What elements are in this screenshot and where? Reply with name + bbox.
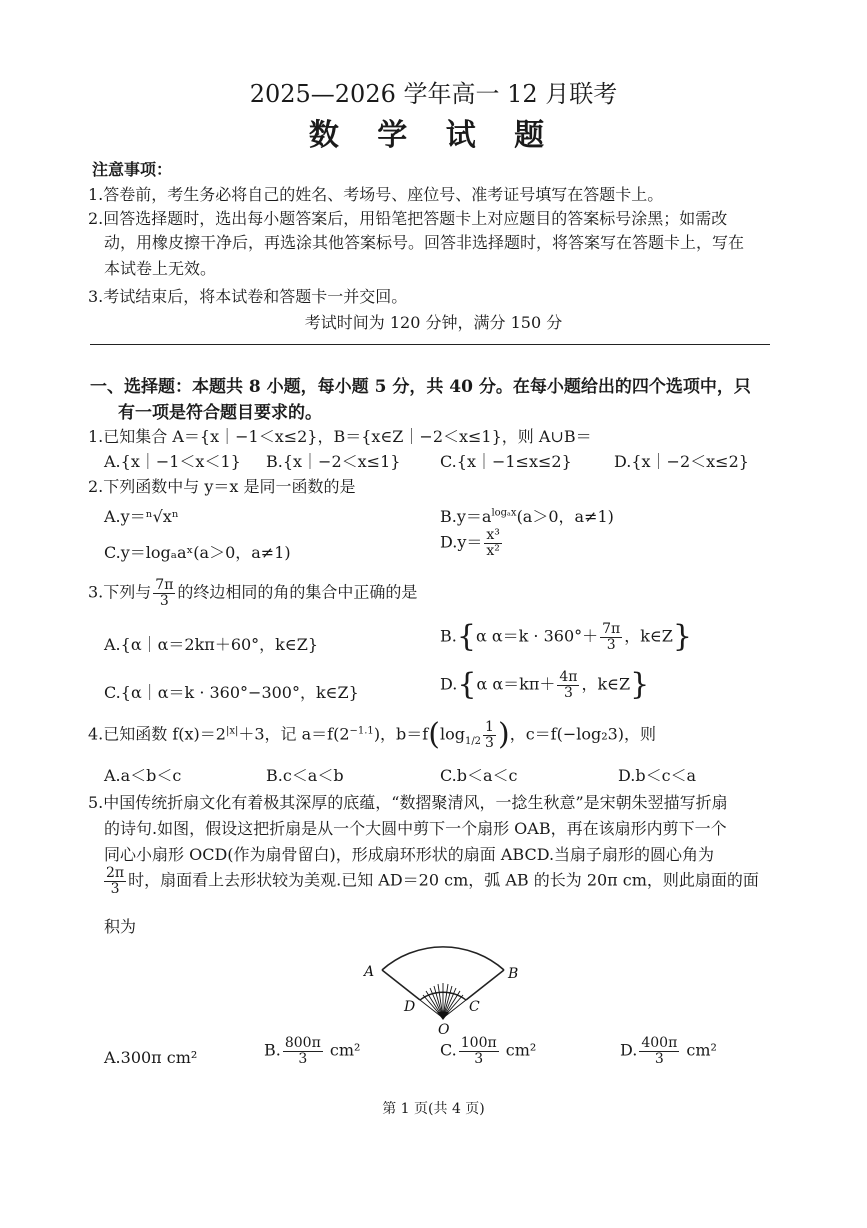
- q5-line2: 的诗句.如图，假设这把折扇是从一个大圆中剪下一个扇形 OAB，再在该扇形内剪下一个: [104, 819, 727, 838]
- q3-option-d-cond: ，k∈Z: [581, 674, 631, 694]
- note-2-line3: 本试卷上无效。: [104, 259, 217, 278]
- q5-line1: 5.中国传统折扇文化有着极其深厚的底蕴，“数摺聚清风，一捻生秋意”是宋朝朱翌描写折扇: [88, 793, 728, 812]
- q5-option-b: [264, 1036, 360, 1066]
- page-footer: 第 1 页(共 4 页): [382, 1101, 485, 1117]
- q4-stem-mid2: )，b＝f: [373, 724, 429, 744]
- q4-exp-1: |x|: [225, 725, 239, 737]
- section-1-heading-cont: 有一项是符合题目要求的。: [118, 403, 322, 423]
- exam-time: 考试时间为 120 分钟，满分 150 分: [304, 313, 563, 332]
- q2-option-d: [440, 528, 504, 558]
- q1-option-d: D.{x｜−2＜x≤2}: [614, 452, 749, 471]
- q4-stem-mid: ＋3，记 a＝f(2: [238, 724, 350, 744]
- right-brace-icon: }: [672, 619, 693, 655]
- q3-option-d-label: D.: [440, 674, 458, 694]
- q4-option-a: A.a＜b＜c: [104, 766, 182, 785]
- q2-option-a-label: A.y＝: [104, 507, 146, 526]
- fig-label-o: O: [438, 1022, 450, 1036]
- q5-option-c-label: C.: [440, 1040, 457, 1060]
- q2-option-c: C.y＝logₐaˣ(a＞0，a≠1): [104, 543, 291, 562]
- q5-line5: 积为: [104, 917, 137, 936]
- q2-option-d-den: x²: [486, 542, 500, 559]
- q5-option-d: [620, 1036, 717, 1066]
- q5-option-b-den: 3: [298, 1050, 308, 1067]
- q4-stem-post: ，c＝f(−log₂3)，则: [509, 724, 657, 744]
- folding-fan-figure: [358, 936, 528, 1036]
- q3-option-b-expr: α α＝k · 360°＋: [475, 626, 599, 646]
- q5-option-b-label: B.: [264, 1040, 281, 1060]
- q5-option-a: A.300π cm²: [104, 1048, 198, 1067]
- q3-frac-num: 7π: [155, 577, 174, 593]
- q2-option-a-root: ⁿ√xⁿ: [145, 507, 179, 526]
- exam-subject: 数 学 试 题: [308, 118, 559, 153]
- q1-option-b: B.{x｜−2＜x≤1}: [266, 452, 401, 471]
- note-2-line1: 2.回答选择题时，选出每小题答案后，用铅笔把答题卡上对应题目的答案标号涂黑；如需改: [88, 209, 728, 228]
- q1-option-a: A.{x｜−1＜x＜1}: [104, 452, 241, 471]
- q4-exp-2: −1.1: [349, 725, 374, 737]
- q3-option-d: [440, 667, 650, 703]
- note-1: 1.答卷前，考生务必将自己的姓名、考场号、座位号、准考证号填写在答题卡上。: [88, 185, 664, 204]
- left-brace-icon: {: [457, 667, 477, 703]
- notes-heading: 注意事项：: [92, 160, 173, 179]
- section-1-heading: 一、选择题：本题共 8 小题，每小题 5 分，共 40 分。在每小题给出的四个选项中，只: [90, 377, 751, 397]
- q5-angle-den: 3: [110, 880, 120, 897]
- q5-option-d-label: D.: [620, 1040, 638, 1060]
- q5-option-c-den: 3: [474, 1050, 484, 1067]
- left-paren-icon: (: [428, 717, 440, 753]
- q5-option-c-unit: cm²: [500, 1040, 537, 1060]
- q3-stem-pre: 3.下列与: [88, 582, 152, 602]
- q3-option-d-den: 3: [563, 684, 573, 701]
- q2-option-d-num: x³: [486, 527, 500, 543]
- q3-option-b-num: 7π: [602, 621, 621, 637]
- q4-option-d: D.b＜c＜a: [618, 766, 697, 785]
- q4-log-num: 1: [485, 719, 494, 735]
- q5-option-b-num: 800π: [284, 1035, 321, 1051]
- q2-stem: 2.下列函数中与 y＝x 是同一函数的是: [88, 477, 356, 496]
- note-3: 3.考试结束后，将本试卷和答题卡一并交回。: [88, 287, 408, 306]
- q1-stem: 1.已知集合 A＝{x｜−1＜x≤2}，B＝{x∈Z｜−2＜x≤1}，则 A∪B＝: [88, 427, 592, 446]
- q2-option-b-label: B.y＝a: [440, 507, 492, 526]
- q1-option-c: C.{x｜−1≤x≤2}: [440, 452, 572, 471]
- fan-outer-arc: [382, 947, 504, 970]
- q4-stem-pre: 4.已知函数 f(x)＝2: [88, 724, 226, 744]
- q2-option-d-label: D.y＝: [440, 532, 483, 552]
- q3-option-c: C.{α｜α＝k · 360°−300°，k∈Z}: [104, 683, 359, 702]
- q3-option-b-label: B.: [440, 626, 457, 646]
- q5-line3: 同心小扇形 OCD(作为扇骨留白)，形成扇环形状的扇面 ABCD.当扇子扇形的圆心角为: [104, 845, 715, 864]
- q5-line4: [102, 866, 759, 896]
- q4-log-den: 3: [485, 734, 494, 751]
- q5-option-d-unit: cm²: [681, 1040, 717, 1060]
- left-brace-icon: {: [456, 619, 476, 655]
- q4-log: log: [439, 724, 465, 744]
- q5-option-b-unit: cm²: [324, 1040, 361, 1060]
- q3-option-d-num: 4π: [559, 669, 578, 685]
- q4-option-c: C.b＜a＜c: [440, 766, 518, 785]
- q3-option-b: [440, 619, 693, 655]
- divider: [90, 344, 770, 345]
- q4-option-b: B.c＜a＜b: [266, 766, 344, 785]
- q5-option-c: [440, 1036, 536, 1066]
- fig-label-d: D: [404, 999, 416, 1015]
- fan-edge-left: [382, 970, 420, 1000]
- q4-log-base: 1/2: [464, 735, 482, 747]
- q2-option-b-exponent: logₐx: [491, 507, 517, 519]
- right-brace-icon: }: [630, 667, 650, 703]
- q3-stem-post: 的终边相同的角的集合中正确的是: [177, 582, 418, 602]
- fig-label-a: A: [364, 964, 375, 980]
- exam-title: 2025—2026 学年高一 12 月联考: [249, 80, 618, 108]
- fig-label-c: C: [469, 999, 480, 1015]
- q5-option-c-num: 100π: [460, 1035, 497, 1051]
- q3-option-b-cond: ，k∈Z: [624, 626, 673, 646]
- q3-option-a: A.{α｜α＝2kπ＋60°，k∈Z}: [104, 635, 319, 654]
- fan-pivot: [437, 1012, 449, 1020]
- q2-option-b: [440, 504, 614, 527]
- q3-stem: [88, 578, 417, 608]
- q3-option-d-expr: α α＝kπ＋: [476, 674, 556, 694]
- q3-frac-den: 3: [159, 592, 169, 609]
- q5-option-d-den: 3: [654, 1050, 664, 1067]
- q5-angle-num: 2π: [106, 865, 125, 881]
- q3-option-b-den: 3: [606, 636, 616, 653]
- q4-stem: [88, 717, 657, 753]
- q5-line4-text: 时，扇面看上去形状较为美观.已知 AD＝20 cm，弧 AB 的长为 20π cm，则此扇面的面: [128, 870, 759, 890]
- q2-option-b-cond: (a＞0，a≠1): [516, 507, 614, 526]
- q2-option-a: [104, 504, 179, 527]
- fig-label-b: B: [508, 966, 519, 982]
- right-paren-icon: ): [497, 717, 510, 753]
- q5-option-d-num: 400π: [641, 1035, 678, 1051]
- fan-edge-right: [466, 970, 504, 1000]
- note-2-line2: 动，用橡皮擦干净后，再选涂其他答案标号。回答非选择题时，将答案写在答题卡上，写在: [104, 233, 745, 252]
